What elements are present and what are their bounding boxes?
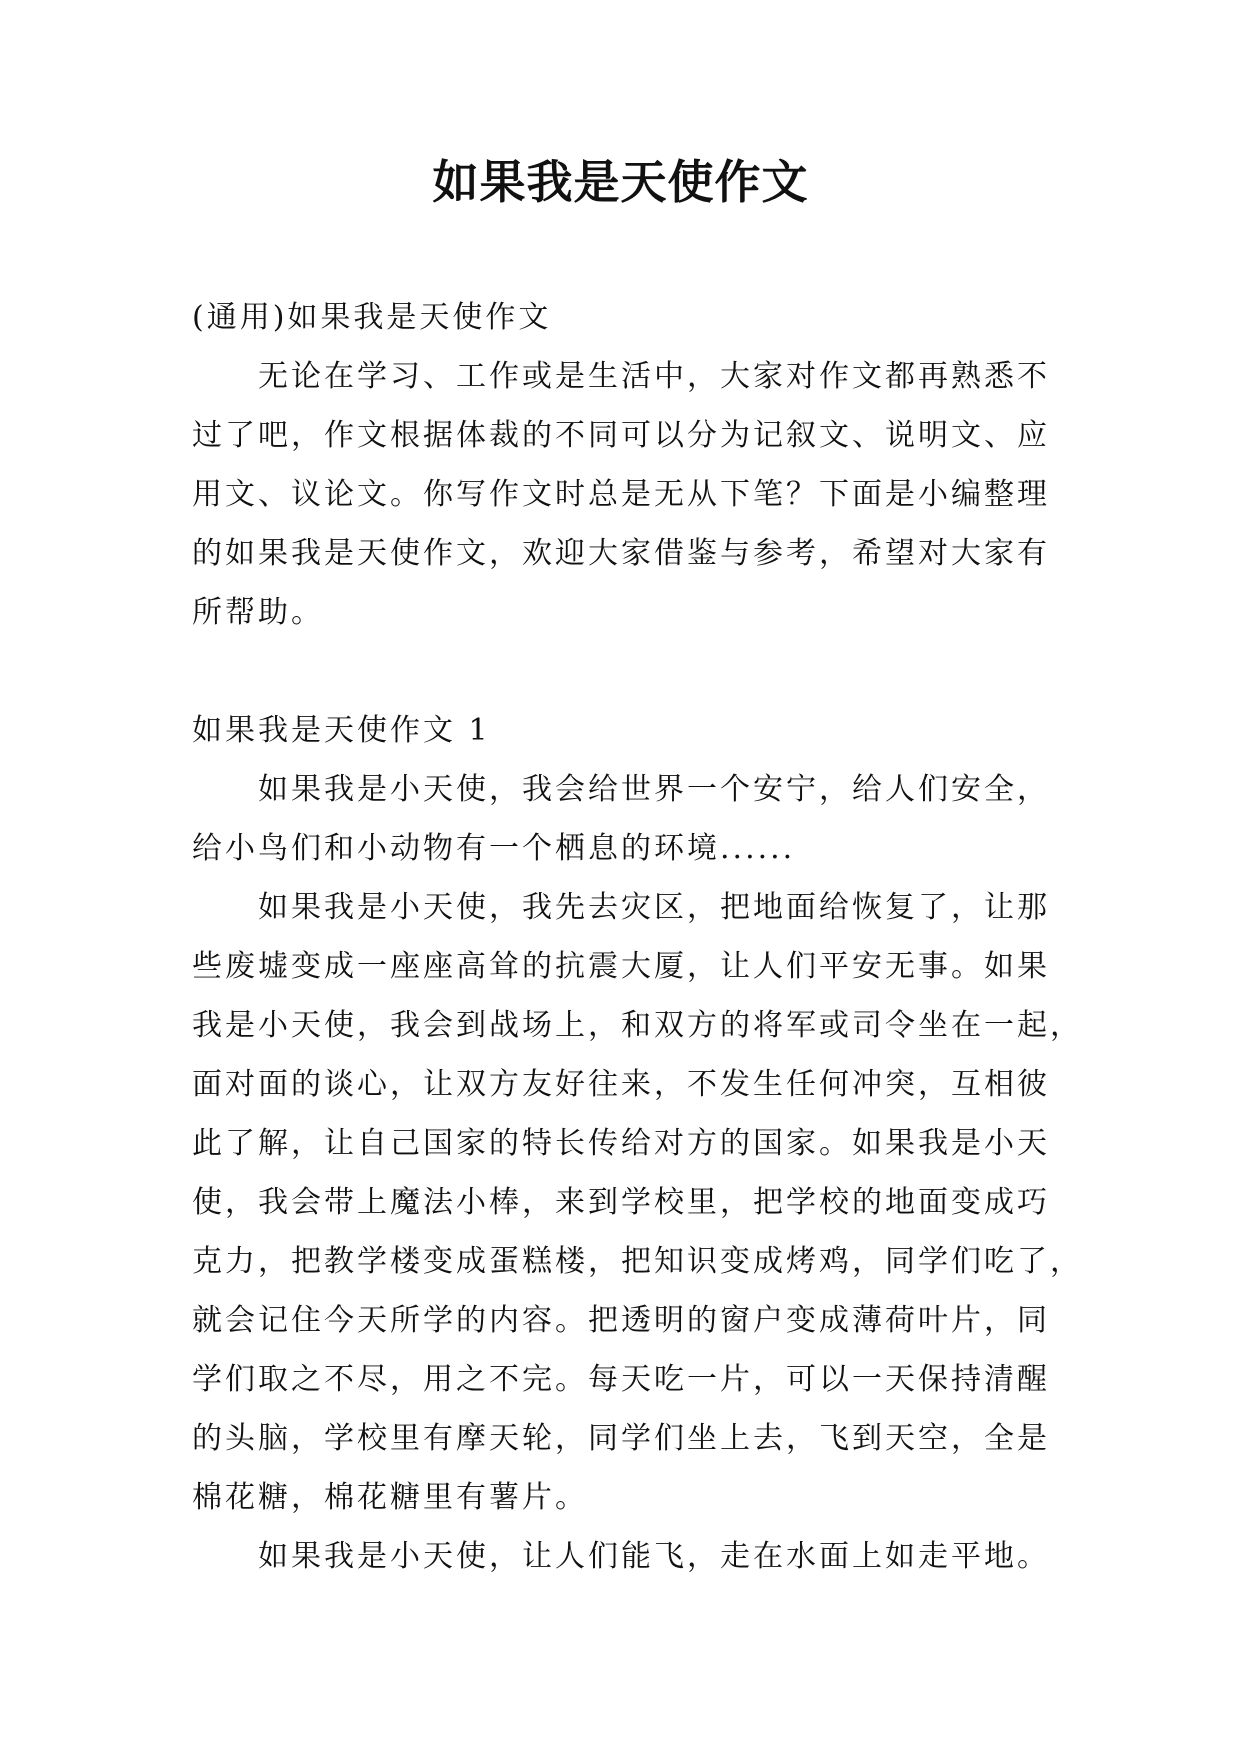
- intro-paragraph: [192, 347, 1052, 642]
- paragraph-line: 克力，把教学楼变成蛋糕楼，把知识变成烤鸡，同学们吃了，: [192, 1244, 1083, 1279]
- paragraph-line: 如果我是小天使，我先去灾区，把地面给恢复了，让那: [258, 890, 1050, 925]
- document-title: 如果我是天使作文: [432, 155, 809, 209]
- paragraph-line: 如果我是小天使，让人们能飞，走在水面上如走平地。: [258, 1539, 1050, 1574]
- document-body: [192, 288, 1083, 1586]
- paragraph-line: 些废墟变成一座座高耸的抗震大厦，让人们平安无事。如果: [192, 949, 1050, 984]
- paragraph-line: 就会记住今天所学的内容。把透明的窗户变成薄荷叶片，同: [192, 1303, 1050, 1338]
- section-heading: 如果我是天使作文 1: [192, 713, 491, 748]
- intro-line: 的如果我是天使作文，欢迎大家借鉴与参考，希望对大家有: [192, 536, 1050, 571]
- paragraph-line: 棉花糖，棉花糖里有薯片。: [192, 1480, 588, 1515]
- paragraph-1: [192, 760, 1052, 878]
- intro-line: 用文、议论文。你写作文时总是无从下笔？下面是小编整理: [192, 477, 1050, 512]
- paragraph-line: 学们取之不尽，用之不完。每天吃一片，可以一天保持清醒: [192, 1362, 1050, 1397]
- paragraph-line: 的头脑，学校里有摩天轮，同学们坐上去，飞到天空，全是: [192, 1421, 1050, 1456]
- paragraph-line: 面对面的谈心，让双方友好往来，不发生任何冲突，互相彼: [192, 1067, 1050, 1102]
- paragraph-line: 我是小天使，我会到战场上，和双方的将军或司令坐在一起，: [192, 1008, 1083, 1043]
- paragraph-line: 给小鸟们和小动物有一个栖息的环境......: [192, 831, 796, 866]
- intro-line: 过了吧，作文根据体裁的不同可以分为记叙文、说明文、应: [192, 418, 1050, 453]
- intro-line: 无论在学习、工作或是生活中，大家对作文都再熟悉不: [258, 359, 1050, 394]
- paragraph-3: [192, 1527, 1052, 1586]
- paragraph-line: 如果我是小天使，我会给世界一个安宁，给人们安全，: [258, 772, 1050, 807]
- paragraph-gap: [192, 642, 1052, 701]
- paragraph-line: 使，我会带上魔法小棒，来到学校里，把学校的地面变成巧: [192, 1185, 1050, 1220]
- paragraph-line: 此了解，让自己国家的特长传给对方的国家。如果我是小天: [192, 1126, 1050, 1161]
- document-subtitle: (通用)如果我是天使作文: [192, 300, 552, 335]
- paragraph-2: [192, 878, 1083, 1527]
- intro-line: 所帮助。: [192, 595, 324, 630]
